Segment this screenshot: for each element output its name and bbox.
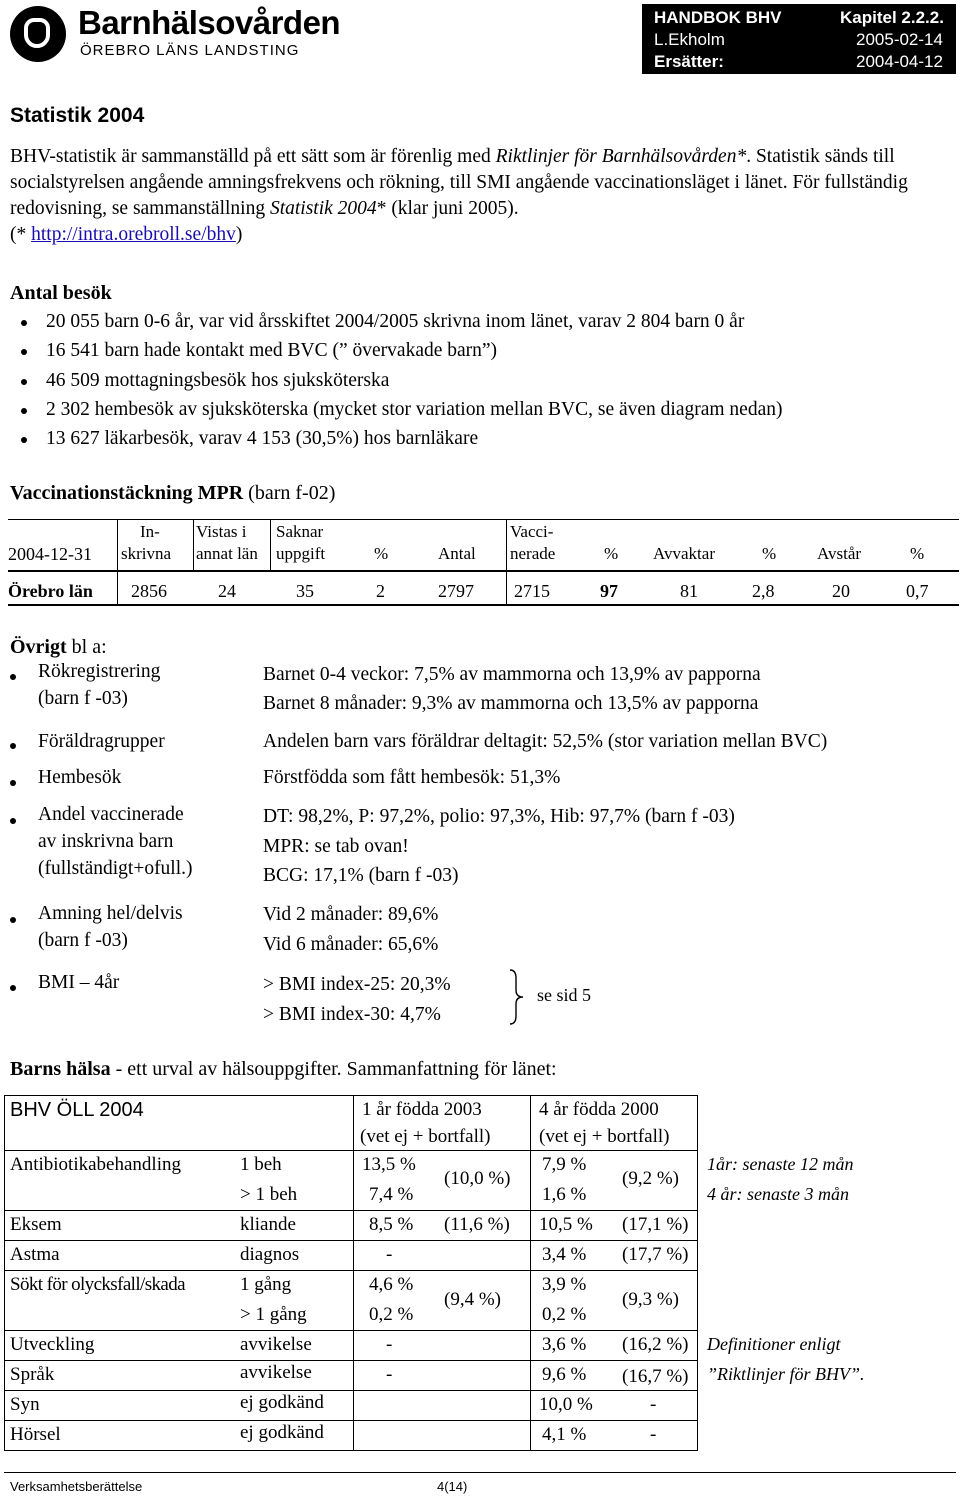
mpr-cell: 2797 bbox=[438, 581, 474, 601]
health-criterion: ej godkänd bbox=[240, 1422, 324, 1443]
health-cell: (9,3 %) bbox=[622, 1289, 679, 1310]
other-value: Förstfödda som fått hembesök: 51,3% bbox=[263, 767, 561, 788]
health-cell: (10,0 %) bbox=[444, 1168, 511, 1189]
other-value: BCG: 17,1% (barn f -03) bbox=[263, 865, 459, 886]
health-row-label: Eksem bbox=[10, 1214, 62, 1235]
mpr-cell: 24 bbox=[218, 581, 236, 601]
health-col-header: 4 år födda 2000 bbox=[539, 1099, 659, 1120]
other-label: (barn f -03) bbox=[38, 930, 128, 951]
footer-divider bbox=[4, 1472, 956, 1473]
mpr-cell: 2,8 bbox=[752, 581, 775, 601]
list-item: 20 055 barn 0-6 år, var vid årsskiftet 2004/2005 skrivna inom länet, varav 2 804 barn 0 år bbox=[10, 307, 782, 336]
author: L.Ekholm bbox=[654, 30, 725, 49]
health-cell: 9,6 % bbox=[542, 1364, 587, 1385]
health-cell: - bbox=[386, 1364, 393, 1385]
mpr-date: 2004-12-31 bbox=[8, 544, 92, 564]
health-row-label: Sökt för olycksfall/skada bbox=[10, 1274, 185, 1295]
mpr-col-header: annat län bbox=[196, 544, 258, 563]
health-note: 1år: senaste 12 mån bbox=[707, 1154, 854, 1174]
other-value: DT: 98,2%, P: 97,2%, polio: 97,3%, Hib: 97,7% (barn f -03) bbox=[263, 806, 735, 827]
list-item: 16 541 barn hade kontakt med BVC (” övervakade barn”) bbox=[10, 336, 782, 365]
other-heading: Övrigt bl a: bbox=[10, 636, 107, 658]
mpr-col-header: % bbox=[374, 544, 389, 563]
page-number: 4(14) bbox=[437, 1479, 468, 1494]
health-col-header: (vet ej + bortfall) bbox=[539, 1126, 670, 1147]
health-cell: 10,5 % bbox=[539, 1214, 593, 1235]
health-cell: (9,2 %) bbox=[622, 1168, 679, 1189]
list-item: 46 509 mottagningsbesök hos sjuksköterska bbox=[10, 366, 782, 395]
health-cell: 3,9 % bbox=[542, 1274, 587, 1295]
health-row-label: Utveckling bbox=[10, 1334, 95, 1355]
health-cell: (16,7 %) bbox=[622, 1366, 689, 1387]
health-heading: Barns hälsa - ett urval av hälsouppgifter. Sammanfattning för länet: bbox=[10, 1058, 557, 1080]
health-cell: - bbox=[650, 1424, 657, 1445]
other-label: av inskrivna barn bbox=[38, 831, 174, 852]
health-cell: (11,6 %) bbox=[444, 1214, 510, 1235]
health-cell: 1,6 % bbox=[542, 1184, 587, 1205]
health-criterion: avvikelse bbox=[240, 1334, 312, 1355]
mpr-col-header: In- bbox=[140, 522, 160, 541]
doc-date: 2005-02-14 bbox=[856, 30, 943, 49]
health-cell: - bbox=[650, 1394, 657, 1415]
health-note: Definitioner enligt bbox=[707, 1334, 841, 1354]
other-value: Barnet 8 månader: 9,3% av mammorna och 13,5% av papporna bbox=[263, 693, 759, 714]
health-table-title: BHV ÖLL 2004 bbox=[10, 1099, 144, 1121]
replaces-date: 2004-04-12 bbox=[856, 52, 943, 71]
org-subtitle: ÖREBRO LÄNS LANDSTING bbox=[80, 42, 300, 59]
health-cell: 0,2 % bbox=[369, 1304, 414, 1325]
mpr-col-header: Antal bbox=[438, 544, 476, 563]
health-col-header: (vet ej + bortfall) bbox=[360, 1126, 491, 1147]
health-criterion: kliande bbox=[240, 1214, 296, 1235]
health-cell: 7,4 % bbox=[369, 1184, 414, 1205]
brace-icon bbox=[508, 968, 526, 1026]
mpr-col-header: % bbox=[762, 544, 777, 563]
mpr-col-header: nerade bbox=[510, 544, 556, 563]
health-cell: 3,6 % bbox=[542, 1334, 587, 1355]
mpr-row-label: Örebro län bbox=[8, 581, 93, 601]
health-criterion: diagnos bbox=[240, 1244, 300, 1265]
other-label: (fullständigt+ofull.) bbox=[38, 858, 193, 879]
health-cell: 4,6 % bbox=[369, 1274, 414, 1295]
health-criterion: ej godkänd bbox=[240, 1392, 324, 1413]
replaces-label: Ersätter: bbox=[654, 52, 724, 71]
mpr-col-header: Vistas i bbox=[196, 522, 247, 541]
mpr-cell: 2715 bbox=[514, 581, 550, 601]
mpr-col-header: Avstår bbox=[817, 544, 862, 563]
mpr-col-header: skrivna bbox=[121, 544, 172, 563]
visits-list bbox=[10, 307, 782, 453]
health-criterion: 1 gång bbox=[240, 1274, 292, 1295]
health-row-label: Syn bbox=[10, 1394, 40, 1415]
mpr-cell: 0,7 bbox=[906, 581, 929, 601]
list-item: 2 302 hembesök av sjuksköterska (mycket stor variation mellan BVC, se även diagram nedan) bbox=[10, 395, 782, 424]
health-cell: 10,0 % bbox=[539, 1394, 593, 1415]
doc-title: HANDBOK BHV bbox=[654, 8, 782, 27]
mpr-cell: 2856 bbox=[131, 581, 167, 601]
health-cell: - bbox=[386, 1334, 393, 1355]
logo-icon bbox=[10, 6, 66, 62]
mpr-cell: 20 bbox=[832, 581, 850, 601]
health-row-label: Antibiotikabehandling bbox=[10, 1154, 181, 1175]
footer-left: Verksamhetsberättelse bbox=[10, 1479, 143, 1494]
other-value: Vid 6 månader: 65,6% bbox=[263, 934, 439, 955]
other-label: Andel vaccinerade bbox=[38, 804, 184, 825]
health-cell: 7,9 % bbox=[542, 1154, 587, 1175]
health-cell: 4,1 % bbox=[542, 1424, 587, 1445]
health-cell: - bbox=[386, 1244, 393, 1265]
health-row-label: Språk bbox=[10, 1364, 55, 1385]
mpr-col-header: Avvaktar bbox=[653, 544, 715, 563]
list-item: 13 627 läkarbesök, varav 4 153 (30,5%) hos barnläkare bbox=[10, 424, 782, 453]
chapter: Kapitel 2.2.2. bbox=[840, 8, 944, 27]
health-cell: 0,2 % bbox=[542, 1304, 587, 1325]
health-col-header: 1 år födda 2003 bbox=[362, 1099, 482, 1120]
other-value: Andelen barn vars föräldrar deltagit: 52,5% (stor variation mellan BVC) bbox=[263, 731, 828, 752]
health-criterion: > 1 beh bbox=[240, 1184, 298, 1205]
other-label: Hembesök bbox=[38, 767, 122, 788]
health-cell: 8,5 % bbox=[369, 1214, 414, 1235]
health-cell: (9,4 %) bbox=[444, 1289, 501, 1310]
health-criterion: 1 beh bbox=[240, 1154, 282, 1175]
intranet-link[interactable]: http://intra.orebroll.se/bhv bbox=[31, 224, 236, 245]
other-label: (barn f -03) bbox=[38, 688, 128, 709]
other-value: > BMI index-30: 4,7% bbox=[263, 1004, 441, 1025]
health-cell: (16,2 %) bbox=[622, 1334, 689, 1355]
other-label: Rökregistrering bbox=[38, 661, 161, 682]
mpr-cell: 81 bbox=[680, 581, 698, 601]
mpr-col-header: uppgift bbox=[276, 544, 326, 563]
health-row-label: Astma bbox=[10, 1244, 60, 1265]
mpr-col-header: % bbox=[910, 544, 925, 563]
mpr-cell: 97 bbox=[600, 581, 618, 601]
visits-heading: Antal besök bbox=[10, 282, 112, 304]
other-value: MPR: se tab ovan! bbox=[263, 836, 409, 857]
health-criterion: avvikelse bbox=[240, 1362, 312, 1383]
other-value: Barnet 0-4 veckor: 7,5% av mammorna och 13,9% av papporna bbox=[263, 664, 761, 685]
mpr-heading: Vaccinationstäckning MPR (barn f-02) bbox=[10, 482, 336, 504]
org-name: Barnhälsovården bbox=[78, 4, 341, 41]
other-value: > BMI index-25: 20,3% bbox=[263, 974, 451, 995]
mpr-cell: 2 bbox=[376, 581, 385, 601]
bmi-note: se sid 5 bbox=[537, 985, 591, 1005]
health-note: 4 år: senaste 3 mån bbox=[707, 1184, 849, 1204]
other-value: Vid 2 månader: 89,6% bbox=[263, 904, 439, 925]
mpr-col-header: Saknar bbox=[276, 522, 324, 541]
document-info-box bbox=[642, 4, 956, 74]
other-label: Amning hel/delvis bbox=[38, 903, 183, 924]
page-title: Statistik 2004 bbox=[10, 104, 145, 127]
health-note: ”Riktlinjer för BHV”. bbox=[707, 1364, 865, 1384]
health-cell: 3,4 % bbox=[542, 1244, 587, 1265]
health-cell: (17,7 %) bbox=[622, 1244, 689, 1265]
health-cell: (17,1 %) bbox=[622, 1214, 689, 1235]
health-row-label: Hörsel bbox=[10, 1424, 61, 1445]
mpr-col-header: Vacci- bbox=[510, 522, 554, 541]
health-criterion: > 1 gång bbox=[240, 1304, 307, 1325]
other-label: Föräldragrupper bbox=[38, 731, 165, 752]
health-cell: 13,5 % bbox=[362, 1154, 416, 1175]
mpr-cell: 35 bbox=[296, 581, 314, 601]
other-label: BMI – 4år bbox=[38, 972, 120, 993]
mpr-col-header: % bbox=[604, 544, 619, 563]
intro-paragraph: BHV-statistik är sammanställd på ett sätt som är förenlig med Riktlinjer för Barnhälsovården*. Statistik sänds till socialstyrelsen angående amningsfrekvens och rökning, till SMI angående vaccinationsläget i länet. För fullständig redovisning, se sammanställning Statistik 2004* (klar juni 2005). (* http://intra.orebroll.se/bhv) bbox=[10, 146, 908, 245]
